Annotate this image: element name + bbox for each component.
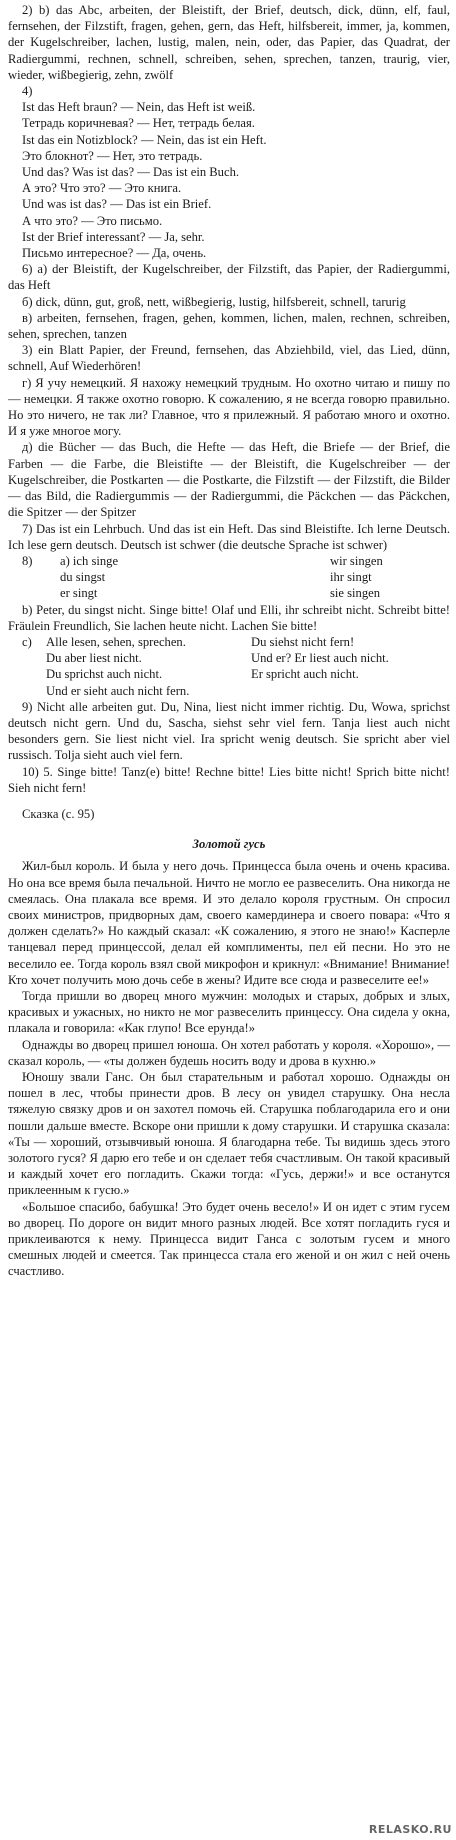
conjugation-row (22, 569, 450, 585)
sentence-left: Alle lesen, sehen, sprechen. (46, 634, 186, 649)
exercise-7: 7) Das ist ein Lehrbuch. Und das ist ein Heft. Das sind Bleistifte. Ich lerne Deutsch. Ich lese gern deutsch. Deutsch ist schwer (die deutsche Sprache ist schwer) (8, 521, 450, 552)
sentence-left: Du sprichst auch nicht. (46, 667, 163, 682)
sentence-row (22, 683, 450, 699)
sentence-row (22, 666, 450, 682)
story-title: Золотой гусь (192, 837, 266, 852)
exercise-3: 3) ein Blatt Papier, der Freund, fernsehen, das Abziehbild, viel, das Lied, dünn, schnell, Auf Wiederhören! (8, 343, 450, 374)
plural-form: sie singen (330, 586, 381, 601)
sentence-row (22, 650, 450, 666)
story-paragraph: Юношу звали Ганс. Он был старательным и работал хорошо. Однажды он пошел в лес, чтобы принести дров. В лесу он увидел старушку. Она несла тяжелую связку дров и он захотел помочь ей. Старушка поблагодарила его и они пошли дальше вместе. Вскоре они пришли к дому старушки. И старушка сказала: «Ты — хороший, отзывчивый юноша. Я благодарна тебе. Ты видишь здесь этого золотого гуся? Я дарю его тебе и он сделает тебя счастливым. Он такой красивый и каждый хочет его погладить. Скажи тогда: «Гусь, держи!» и все останутся приклеенным к гусю.» (8, 1070, 450, 1198)
dialogue-line: Ist das ein Notizblock? — Nein, das ist ein Heft. (22, 132, 267, 147)
exercise-10: 10) 5. Singe bitte! Tanz(e) bitte! Rechne bitte! Lies bitte nicht! Sprich bitte nicht! Sieh nicht fern! (8, 764, 450, 795)
exercise-8c-number: c) (22, 634, 32, 649)
singular-form: a) ich singe (60, 553, 119, 568)
singular-form: du singst (60, 570, 106, 585)
dialogue-line: Und das? Was ist das? — Das ist ein Buch. (22, 165, 240, 180)
sentence-left: Und er sieht auch nicht fern. (46, 683, 190, 698)
sentence-right: Und er? Er liest auch nicht. (251, 651, 389, 666)
exercise-d-plurals: д) die Bücher — das Buch, die Hefte — das Heft, die Briefe — der Brief, die Farben — die Farbe, die Bleistifte — der Bleistift, die Kugelschreiber — der Kugelschreiber, die Postkarten — die Postkarte, die Filzstift — der Filzstift, die Bilder — das Bild, die Radiergummis — der Radiergummi, die Päckchen — das Päckchen, die Spitzer — der Spitzer (8, 440, 450, 520)
exercise-8-number: 8) (22, 553, 33, 568)
dialogue-line: Ist der Brief interessant? — Ja, sehr. (22, 229, 205, 244)
site-watermark: RELASKO.RU (368, 1822, 452, 1836)
exercise-8a-conjugation (8, 553, 450, 602)
exercise-8b: b) Peter, du singst nicht. Singe bitte! Olaf und Elli, ihr schreibt nicht. Schreibt bitte! Fräulein Freundlich, Sie lachen heute nicht. Lachen Sie bitte! (8, 602, 450, 633)
sentence-row (22, 634, 450, 650)
exercise-8c (8, 634, 450, 699)
exercise-6v: в) arbeiten, fernsehen, fragen, gehen, kommen, lichen, malen, rechnen, schreiben, sehen, sprechen, tanzen (8, 310, 450, 342)
exercise-6a: 6) а) der Bleistift, der Kugelschreiber, der Filzstift, das Papier, der Radiergummi, das Heft (8, 262, 450, 293)
dialogue-line: А что это? — Это письмо. (22, 213, 163, 228)
plural-form: ihr singt (330, 570, 372, 585)
dialogue-line: Und was ist das? — Das ist ein Brief. (22, 197, 212, 212)
dialogue-line: Письмо интересное? — Да, очень. (22, 246, 207, 261)
conjugation-row (22, 585, 450, 601)
exercise-2b: 2) b) das Abc, arbeiten, der Bleistift, der Brief, deutsch, dick, dünn, elf, faul, fernsehen, der Filzstift, fragen, gehen, gern, das Heft, hilfsbereit, immer, ja, kommen, der Kugelschreiber, lachen, lustig, malen, nein, oder, das Papier, das Quadrat, der Radiergummi, rechnen, schnell, schreiben, sehen, sprechen, tanzen, traurig, vier, wieder, wißbegierig, zehn, zwölf (8, 3, 450, 82)
section-heading: Сказка (с. 95) (22, 806, 95, 821)
story-paragraph: Жил-был король. И была у него дочь. Принцесса была очень и очень красива. Но она все время была печальной. Ничто не могло ее развеселить. Она никогда не смеялась. Она плакала все время. И это делало короля грустным. Он спросил своих министров, придворных дам, своего камердинера и своего повара: «Что я должен сделать?» Но каждый сказал: «К сожалению, я этого не знаю!» Касперле танцевал перед принцессой, делал ей комплименты, пел ей песни. Но это не веселило ее. Тогда король взял свой микрофон и крикнул: «Внимание! Внимание! Кто хочет получить мою дочь себе в жены? Идите все сюда и развеселите ее!» (8, 859, 450, 987)
story-paragraph: Однажды во дворец пришел юноша. Он хотел работать у короля. «Хорошо», — сказал король, — «ты должен будешь носить воду и дрова в кухню.» (8, 1037, 450, 1068)
exercise-9: 9) Nicht alle arbeiten gut. Du, Nina, liest nicht immer richtig. Du, Wowa, sprichst deutsch nicht gern. Und du, Sascha, siehst sehr viel fern. Tanja liest auch nicht besonders gern. Sie liest nicht viel. Ira spricht wenig deutsch. Sie spricht aber viel russisch. Tolja sieht auch viel fern. (8, 699, 450, 763)
dialogue-line: А это? Что это? — Это книга. (22, 181, 182, 196)
story-paragraph: «Большое спасибо, бабушка! Это будет очень весело!» И он идет с этим гусем во дворец. По дороге он видит много разных людей. Все хотят погладить гуся и приклеиваются к нему. Принцесса видит Ганса с золотым гусем и много смешных людей и смеется. Так принцесса стала его женой и он жил с ней очень счастливо. (8, 1199, 450, 1279)
exercise-4-dialogue (8, 99, 450, 261)
dialogue-line: Это блокнот? — Нет, это тетрадь. (22, 148, 203, 163)
story-paragraph: Тогда пришли во дворец много мужчин: молодых и старых, добрых и злых, красивых и ужасных, но никто не мог развеселить принцессу. Она сидела у окна, плакала и говорила: «Как глупо! Все ерунда!» (8, 988, 450, 1036)
sentence-right (251, 683, 450, 699)
exercise-6b: б) dick, dünn, gut, groß, nett, wißbegierig, lustig, hilfsbereit, schnell, tarurig (22, 294, 406, 309)
dialogue-line: Ist das Heft braun? — Nein, das Heft ist weiß. (22, 100, 256, 115)
conjugation-row (22, 553, 450, 569)
sentence-left: Du aber liest nicht. (46, 651, 142, 666)
singular-form: er singt (60, 586, 98, 601)
dialogue-line: Тетрадь коричневая? — Нет, тетрадь белая. (22, 116, 255, 131)
sentence-right: Er spricht auch nicht. (251, 667, 359, 682)
exercise-4-number: 4) (22, 84, 33, 99)
plural-form: wir singen (330, 553, 383, 568)
exercise-g-translation: г) Я учу немецкий. Я нахожу немецкий трудным. Но охотно читаю и пишу по — немецки. Я также охотно говорю. К сожалению, я не всегда говорю правильно. Но это ничего, не так ли? Главное, что я прилежный. Я работаю много и охотно. И я уже многое могу. (8, 375, 450, 439)
sentence-right: Du siehst nicht fern! (251, 634, 355, 649)
